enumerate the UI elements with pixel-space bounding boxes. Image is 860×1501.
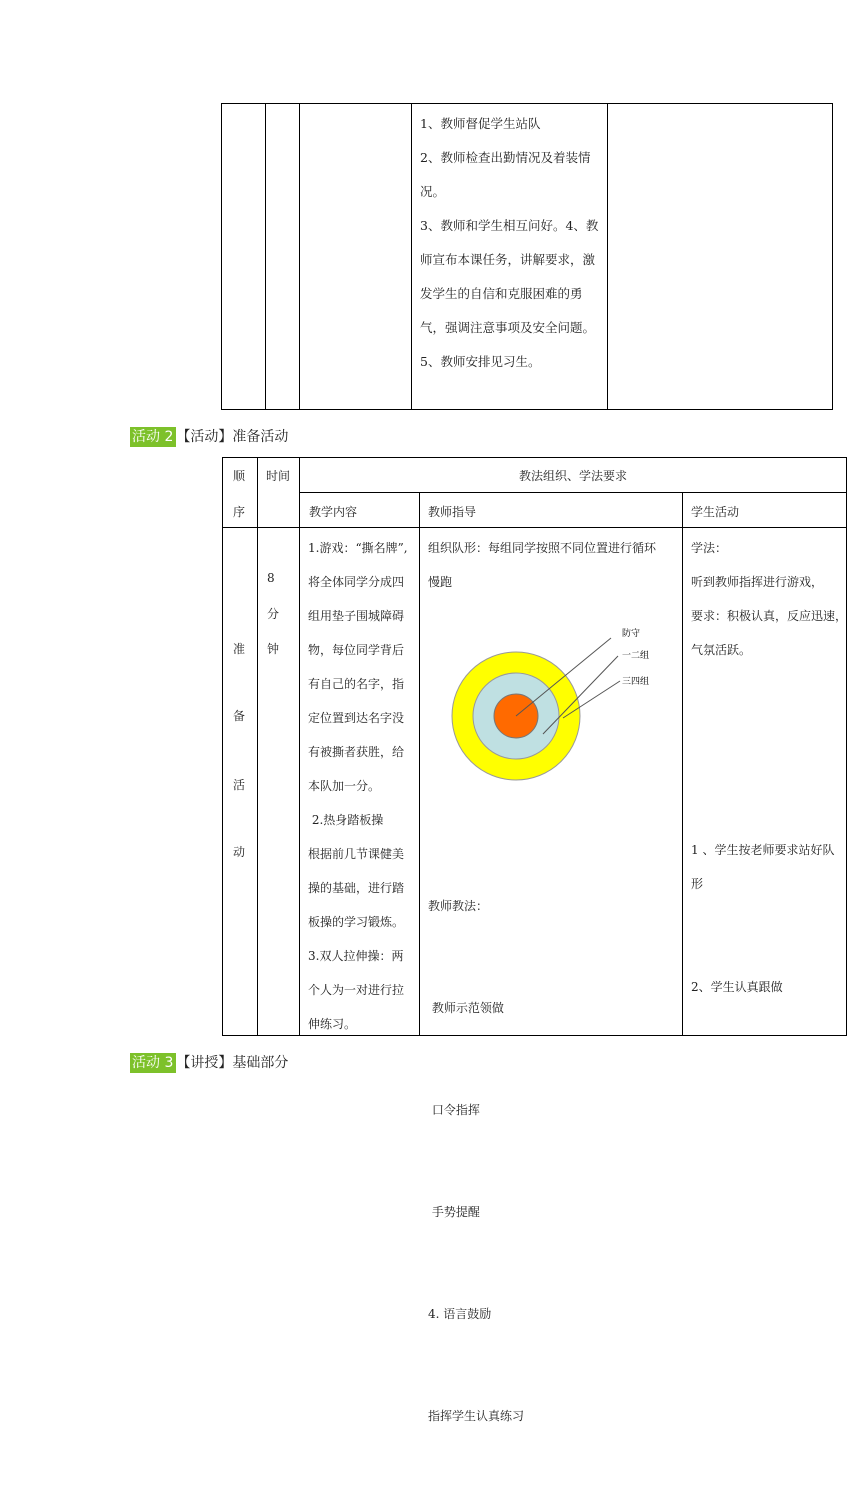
text-line: 5、教师安排见习生。 <box>420 354 541 369</box>
table-continued <box>221 103 833 410</box>
row-divider <box>223 527 846 528</box>
guide-top-cell <box>428 531 683 599</box>
text-line: 指挥学生认真练习 <box>428 1409 525 1423</box>
column-divider <box>299 458 300 1035</box>
stage-char: 备 <box>233 709 246 723</box>
stage-char: 活 <box>233 778 246 792</box>
text-line: 况。 <box>420 184 446 199</box>
text-line: 师宣布本课任务，讲解要求，激 <box>420 252 596 267</box>
activity-3-heading <box>130 1052 288 1072</box>
header-student: 学生活动 <box>691 505 740 519</box>
text-line: 1.游戏：“撕名牌”, <box>308 541 408 555</box>
student-top-cell <box>691 531 846 667</box>
text-line: 要求：积极认真，反应迅速， <box>691 609 848 623</box>
student-bottom-line: 2、学生认真跟做 <box>691 980 783 994</box>
label-group-34: 三四组 <box>622 677 650 687</box>
column-divider <box>607 104 608 409</box>
text-line: 4. 语言鼓励 <box>428 1307 492 1321</box>
header-order-2: 序 <box>233 505 246 519</box>
text-line: 有被撕者获胜，给 <box>308 745 405 759</box>
header-group: 教法组织、学法要求 <box>518 469 627 483</box>
teacher-guidance-cell <box>420 107 605 379</box>
column-divider <box>419 492 420 1035</box>
column-divider <box>265 104 266 409</box>
text-line: 伸练习。 <box>308 1017 357 1031</box>
text-line: 根据前几节课健美 <box>308 847 405 861</box>
text-line: 学法： <box>691 541 728 555</box>
time-char: 分 <box>267 607 280 621</box>
text-line: 本队加一分。 <box>308 779 381 793</box>
formation-diagram <box>443 608 673 788</box>
text-line: 3.双人拉伸操：两 <box>308 949 404 963</box>
activity-tag: 活动 2 <box>130 427 176 447</box>
teaching-content-cell <box>308 531 418 1041</box>
text-line: 口令指挥 <box>428 1103 480 1117</box>
row-divider <box>299 492 846 493</box>
label-defense: 防守 <box>622 629 641 639</box>
text-line: 有自己的名字，指 <box>308 677 405 691</box>
text-line: 组织队形：每组同学按照不同位置进行循环 <box>428 541 657 555</box>
text-line: 气，强调注意事项及安全问题。 <box>420 320 596 335</box>
text-line: 个人为一对进行拉 <box>308 983 405 997</box>
guide-method-cell <box>428 821 683 1501</box>
text-line: 2.热身踏板操 <box>308 813 384 827</box>
activity-title: 【讲授】基础部分 <box>176 1055 289 1071</box>
text-line: 形 <box>691 877 704 891</box>
column-divider <box>257 458 258 1035</box>
text-line: 1 、学生按老师要求站好队 <box>691 843 835 857</box>
text-line: 教师示范领做 <box>428 1001 504 1015</box>
column-divider <box>411 104 412 409</box>
text-line: 物，每位同学背后 <box>308 643 405 657</box>
stage-char: 动 <box>233 845 246 859</box>
column-divider <box>299 104 300 409</box>
text-line: 发学生的自信和克服困难的勇 <box>420 286 583 301</box>
header-time: 时间 <box>266 469 291 483</box>
time-char: 钟 <box>267 642 280 656</box>
text-line: 教师教法： <box>428 899 489 913</box>
text-line: 操的基础，进行踏 <box>308 881 405 895</box>
label-group-12: 一二组 <box>622 651 650 661</box>
text-line: 将全体同学分成四 <box>308 575 405 589</box>
header-content: 教学内容 <box>309 505 358 519</box>
text-line: 慢跑 <box>428 575 453 589</box>
text-line: 板操的学习锻炼。 <box>308 915 405 929</box>
activity-title: 【活动】准备活动 <box>176 429 289 445</box>
header-order-1: 顺 <box>233 469 246 483</box>
text-line: 3、教师和学生相互问好。4、教 <box>420 218 599 233</box>
text-line: 听到教师指挥进行游戏， <box>691 575 824 589</box>
activity-2-heading <box>130 426 288 446</box>
activity-tag: 活动 3 <box>130 1053 176 1073</box>
text-line: 组用垫子围城障碍 <box>308 609 405 623</box>
stage-char: 准 <box>233 642 246 656</box>
header-guide: 教师指导 <box>428 505 477 519</box>
text-line: 手势提醒 <box>428 1205 480 1219</box>
time-char: 8 <box>267 571 275 585</box>
text-line: 1、教师督促学生站队 <box>420 116 541 131</box>
text-line: 2、教师检查出勤情况及着装情 <box>420 150 591 165</box>
text-line: 定位置到达名字没 <box>308 711 405 725</box>
student-mid-cell <box>691 833 846 901</box>
text-line: 气氛活跃。 <box>691 643 752 657</box>
